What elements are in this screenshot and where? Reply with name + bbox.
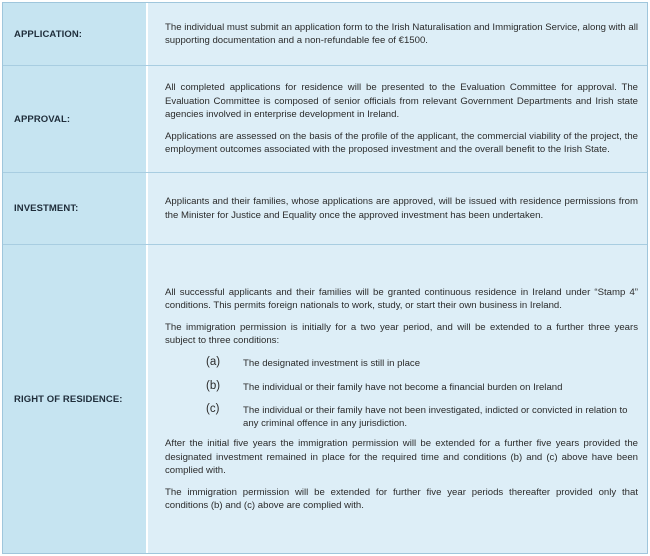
table-row-application [3, 3, 647, 65]
paragraph: The immigration permission will be extended for further five year periods thereafter provided only that conditions (b) and (c) above are complied with. [165, 486, 638, 512]
row-label: APPLICATION: [3, 3, 148, 65]
condition-letter: (a) [206, 356, 221, 369]
row-label: INVESTMENT: [3, 173, 148, 244]
row-label: RIGHT OF RESIDENCE: [3, 245, 148, 553]
condition-letter: (b) [206, 379, 221, 392]
table-row-right-of-residence [3, 244, 647, 553]
condition-letter: (c) [206, 402, 220, 415]
list-item [165, 356, 638, 370]
list-item [165, 380, 638, 394]
row-content [148, 66, 647, 172]
list-item [165, 403, 638, 430]
paragraph: The individual must submit an application form to the Irish Naturalisation and Immigration Service, along with all supporting documentation and a non-refundable fee of €1500. [165, 21, 638, 46]
paragraph: Applicants and their families, whose applications are approved, will be issued with residence permissions from the Minister for Justice and Equality once the approved investment has been undertaken. [165, 196, 638, 221]
condition-text: The designated investment is still in place [243, 358, 421, 370]
row-content [148, 173, 647, 244]
condition-text: The individual or their family have not become a financial burden on Ireland [243, 381, 563, 393]
paragraph: The immigration permission is initially for a two year period, and will be extended to a further three years subject to three conditions: [165, 322, 638, 347]
paragraph: Applications are assessed on the basis of the profile of the applicant, the commercial viability of the project, the employment outcomes associated with the proposed investment and the overall benefit to the Irish State. [165, 131, 638, 156]
row-label: APPROVAL: [3, 66, 148, 172]
paragraph: All completed applications for residence will be presented to the Evaluation Committee for approval. The Evaluation Committee is composed of senior officials from relevant Government Departments and Irish state agencies involved in enterprise development in Ireland. [165, 82, 638, 120]
table-row-investment [3, 172, 647, 244]
conditions-list [165, 356, 638, 430]
paragraph: After the initial five years the immigration permission will be extended for a further five years provided the designated investment remained in place for the required time and conditions (b) and (c) above have been complied with. [165, 438, 638, 476]
row-content [148, 245, 647, 553]
table-row-approval [3, 65, 647, 172]
paragraph: All successful applicants and their families will be granted continuous residence in Ireland under “Stamp 4” conditions. This permits foreign nationals to work, study, or start their own business in Ireland. [165, 286, 638, 311]
condition-text: The individual or their family have not been investigated, indicted or convicted in relation to any criminal offence in any jurisdiction. [243, 404, 628, 430]
residence-conditions-table [2, 2, 648, 554]
row-content [148, 3, 647, 65]
